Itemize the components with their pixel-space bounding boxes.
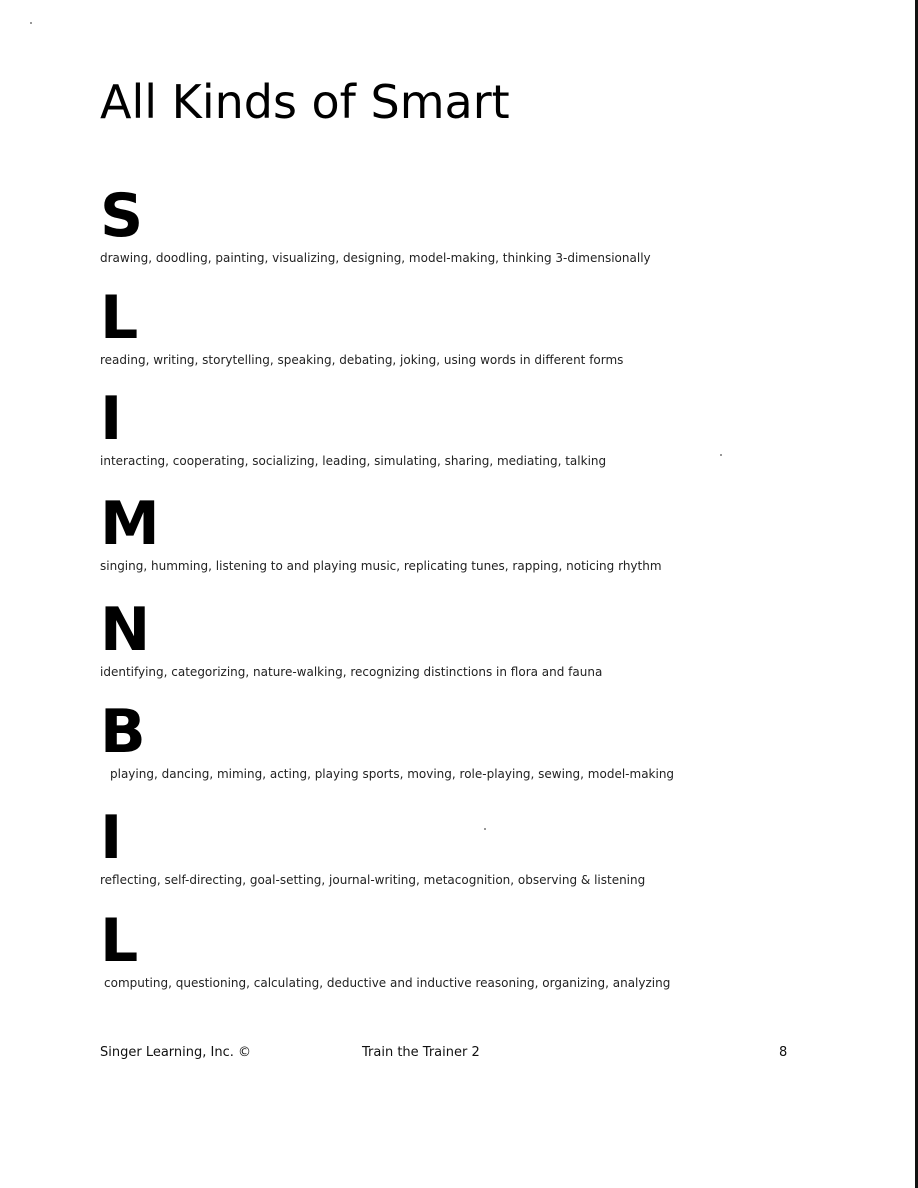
entry-description: identifying, categorizing, nature-walking, recognizing distinctions in flora and fauna [100, 665, 603, 679]
intelligence-entry-bodily [100, 697, 675, 782]
entry-description: singing, humming, listening to and playing music, replicating tunes, rapping, noticing rhythm [100, 559, 662, 573]
intelligence-entry-naturalist [100, 595, 603, 680]
entry-letter: I [100, 384, 123, 454]
intelligence-entry-logical [100, 906, 671, 991]
footer-course: Train the Trainer 2 [362, 1045, 480, 1060]
entry-letter: S [100, 181, 144, 251]
entry-description: reflecting, self-directing, goal-setting, journal-writing, metacognition, observing & listening [100, 873, 646, 887]
entry-letter: I [100, 803, 123, 873]
intelligence-entry-spatial [100, 181, 651, 266]
scan-speck [720, 454, 722, 456]
entry-description: interacting, cooperating, socializing, leading, simulating, sharing, mediating, talking [100, 454, 607, 468]
entry-description: computing, questioning, calculating, deductive and inductive reasoning, organizing, analyzing [104, 976, 671, 990]
intelligence-entry-musical [100, 489, 662, 574]
entry-letter: N [100, 595, 151, 665]
intelligence-entry-intrapersonal [100, 803, 646, 888]
footer-publisher: Singer Learning, Inc. © [100, 1045, 252, 1060]
intelligence-entry-linguistic [100, 283, 624, 368]
page-title: All Kinds of Smart [100, 75, 510, 129]
entry-letter: L [100, 283, 139, 353]
entry-letter: B [100, 697, 146, 767]
entry-letter: L [100, 906, 139, 976]
entry-letter: M [100, 489, 160, 559]
entry-description: playing, dancing, miming, acting, playing sports, moving, role-playing, sewing, model-making [110, 767, 675, 781]
entry-description: reading, writing, storytelling, speaking, debating, joking, using words in different forms [100, 353, 624, 367]
scan-speck [30, 22, 32, 24]
entry-description: drawing, doodling, painting, visualizing, designing, model-making, thinking 3-dimensionally [100, 251, 651, 265]
footer-page-number: 8 [779, 1045, 788, 1060]
intelligence-entry-interpersonal [100, 384, 607, 469]
